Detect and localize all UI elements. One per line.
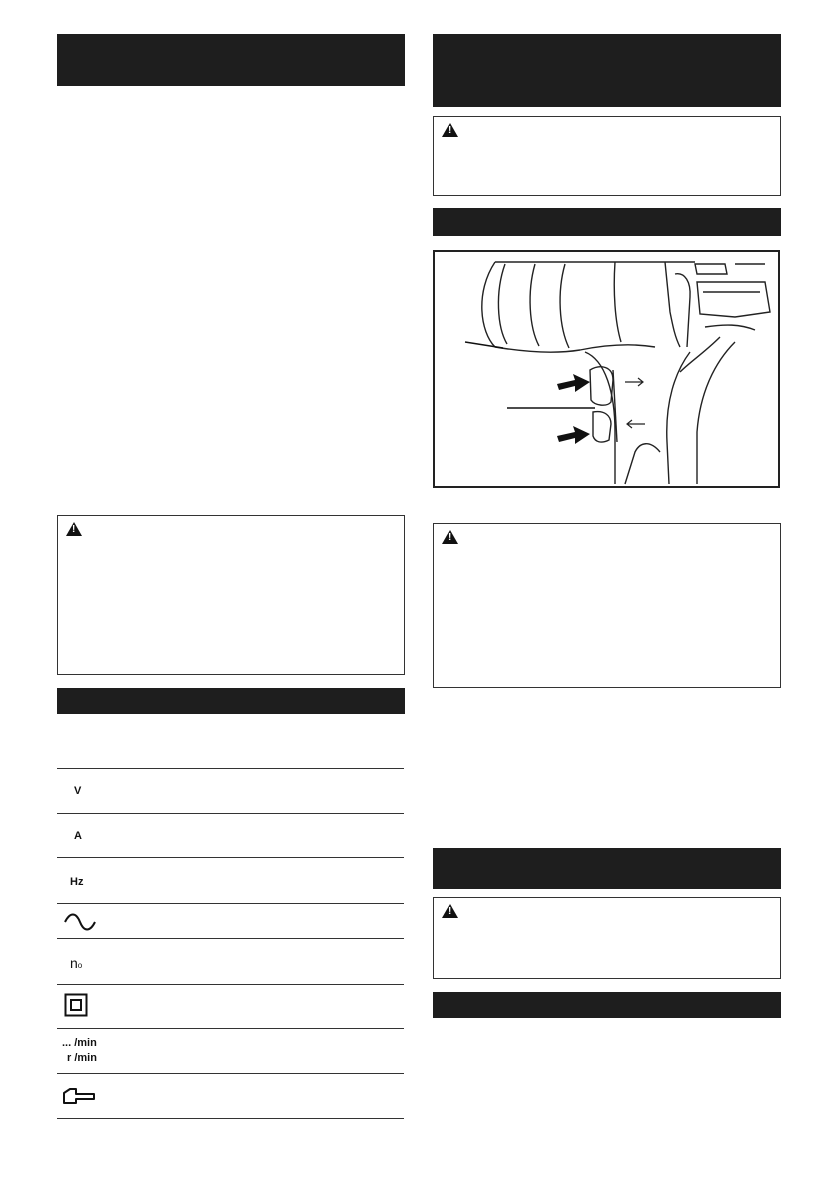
right-warning-box-3 [433, 897, 781, 979]
table-rule [57, 1028, 404, 1029]
warning-triangle-icon [66, 522, 82, 536]
warning-triangle-icon [442, 530, 458, 544]
warning-triangle-icon [442, 123, 458, 137]
warning-triangle-icon [442, 904, 458, 918]
reversing-switch-figure [433, 250, 780, 488]
table-rule [57, 768, 404, 769]
symbol-no-load-speed [70, 955, 82, 971]
symbol-per-minute-1: ... /min [62, 1037, 97, 1049]
symbol-amperes: A [74, 830, 82, 842]
symbol-per-minute-2: r /min [67, 1052, 97, 1064]
symbols-section-bar [57, 688, 405, 714]
no-load-n: n [70, 955, 78, 971]
right-header-bar [433, 34, 781, 107]
right-section-bar-3 [433, 992, 781, 1018]
right-warning-box-1 [433, 116, 781, 196]
table-rule [57, 1118, 404, 1119]
drill-illustration [435, 252, 778, 486]
table-rule [57, 938, 404, 939]
right-warning-box-2 [433, 523, 781, 688]
left-header-bar [57, 34, 405, 86]
table-rule [57, 903, 404, 904]
symbol-volts: V [74, 785, 82, 797]
table-rule [57, 857, 404, 858]
double-insulation-icon [64, 993, 88, 1017]
left-warning-box [57, 515, 405, 675]
right-section-bar-2 [433, 848, 781, 889]
table-rule [57, 1073, 404, 1074]
hammer-icon [62, 1087, 96, 1105]
alternating-current-icon [62, 912, 98, 932]
table-rule [57, 984, 404, 985]
no-load-subscript: o [77, 961, 83, 970]
symbol-hertz: Hz [70, 876, 84, 888]
switch-section-bar [433, 208, 781, 236]
table-rule [57, 813, 404, 814]
